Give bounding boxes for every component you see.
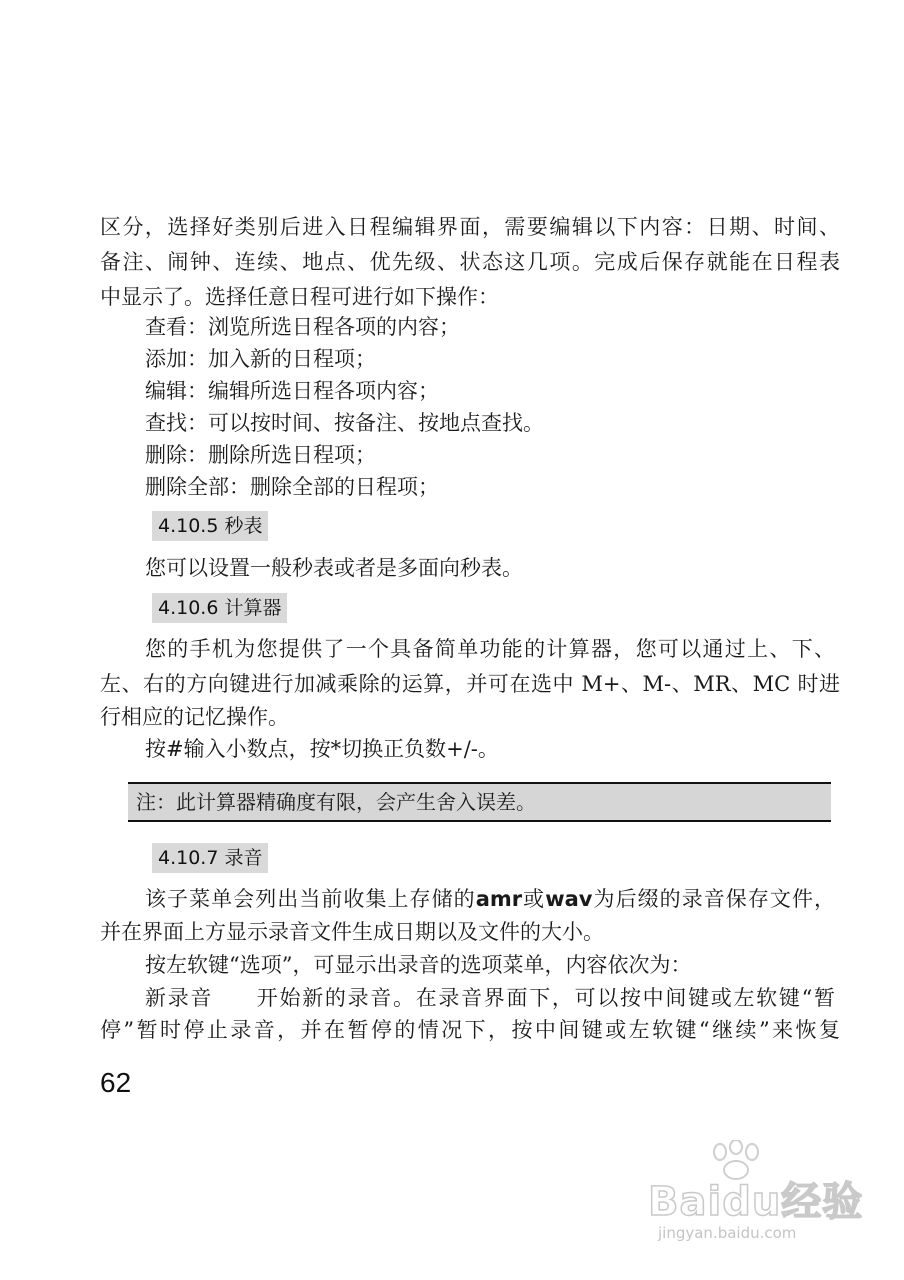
heading-stopwatch: 4.10.5 秒表 — [152, 511, 268, 541]
intro-line-2: 备注、闹钟、连续、地点、优先级、状态这几项。完成后保存就能在日程表 — [100, 250, 840, 274]
calculator-line-1: 您的手机为您提供了一个具备简单功能的计算器，您可以通过上、下、 — [145, 637, 835, 661]
calculator-note-text: 注：此计算器精确度有限，会产生舍入误差。 — [136, 790, 536, 814]
recorder-line-1-c: 为后缀的录音保存文件， — [592, 887, 835, 911]
recorder-line-1-a: 该子菜单会列出当前收集上存储的 — [145, 887, 476, 911]
watermark-url: jingyan.baidu.com — [658, 1224, 797, 1242]
recorder-line-4 — [145, 983, 835, 1013]
operation-edit: 编辑：编辑所选日程各项内容； — [145, 379, 439, 403]
calculator-tip: 按#输入小数点，按*切换正负数+/-。 — [145, 737, 499, 761]
calculator-line-2: 左、右的方向键进行加减乘除的运算，并可在选中 M+、M-、MR、MC 时进 — [100, 672, 840, 696]
operation-add: 添加：加入新的日程项； — [145, 347, 376, 371]
recorder-line-2: 并在界面上方显示录音文件生成日期以及文件的大小。 — [100, 920, 604, 944]
intro-line-1: 区分，选择好类别后进入日程编辑界面，需要编辑以下内容：日期、时间、 — [100, 215, 840, 239]
page-number: 62 — [100, 1067, 132, 1098]
recorder-line-5: 停”暂时停止录音，并在暂停的情况下，按中间键或左软键“继续”来恢复 — [100, 1018, 840, 1042]
operation-delete-all: 删除全部：删除全部的日程项； — [145, 475, 439, 499]
recorder-line-1-b: 或 — [522, 887, 546, 911]
operation-find: 查找：可以按时间、按备注、按地点查找。 — [145, 411, 544, 435]
operation-view: 查看：浏览所选日程各项的内容； — [145, 315, 460, 339]
operation-delete: 删除：删除所选日程项； — [145, 443, 376, 467]
recorder-line-3: 按左软键“选项”，可显示出录音的选项菜单，内容依次为： — [145, 953, 692, 977]
stopwatch-text: 您可以设置一般秒表或者是多面向秒表。 — [145, 556, 523, 580]
format-amr: amr — [475, 887, 523, 911]
calculator-line-3: 行相应的记忆操作。 — [100, 705, 289, 729]
calculator-note-box — [128, 782, 831, 822]
new-recording-label: 新录音 — [145, 986, 214, 1010]
format-wav: wav — [545, 887, 593, 911]
baidu-watermark — [644, 1140, 874, 1250]
intro-line-3: 中显示了。选择任意日程可进行如下操作： — [100, 285, 499, 309]
watermark-logo: Baidu经验 — [648, 1179, 864, 1225]
new-recording-desc: 开始新的录音。在录音界面下，可以按中间键或左软键“暂 — [255, 986, 836, 1010]
heading-calculator: 4.10.6 计算器 — [152, 593, 287, 623]
recorder-line-1 — [145, 884, 835, 914]
heading-recorder: 4.10.7 录音 — [152, 843, 268, 873]
